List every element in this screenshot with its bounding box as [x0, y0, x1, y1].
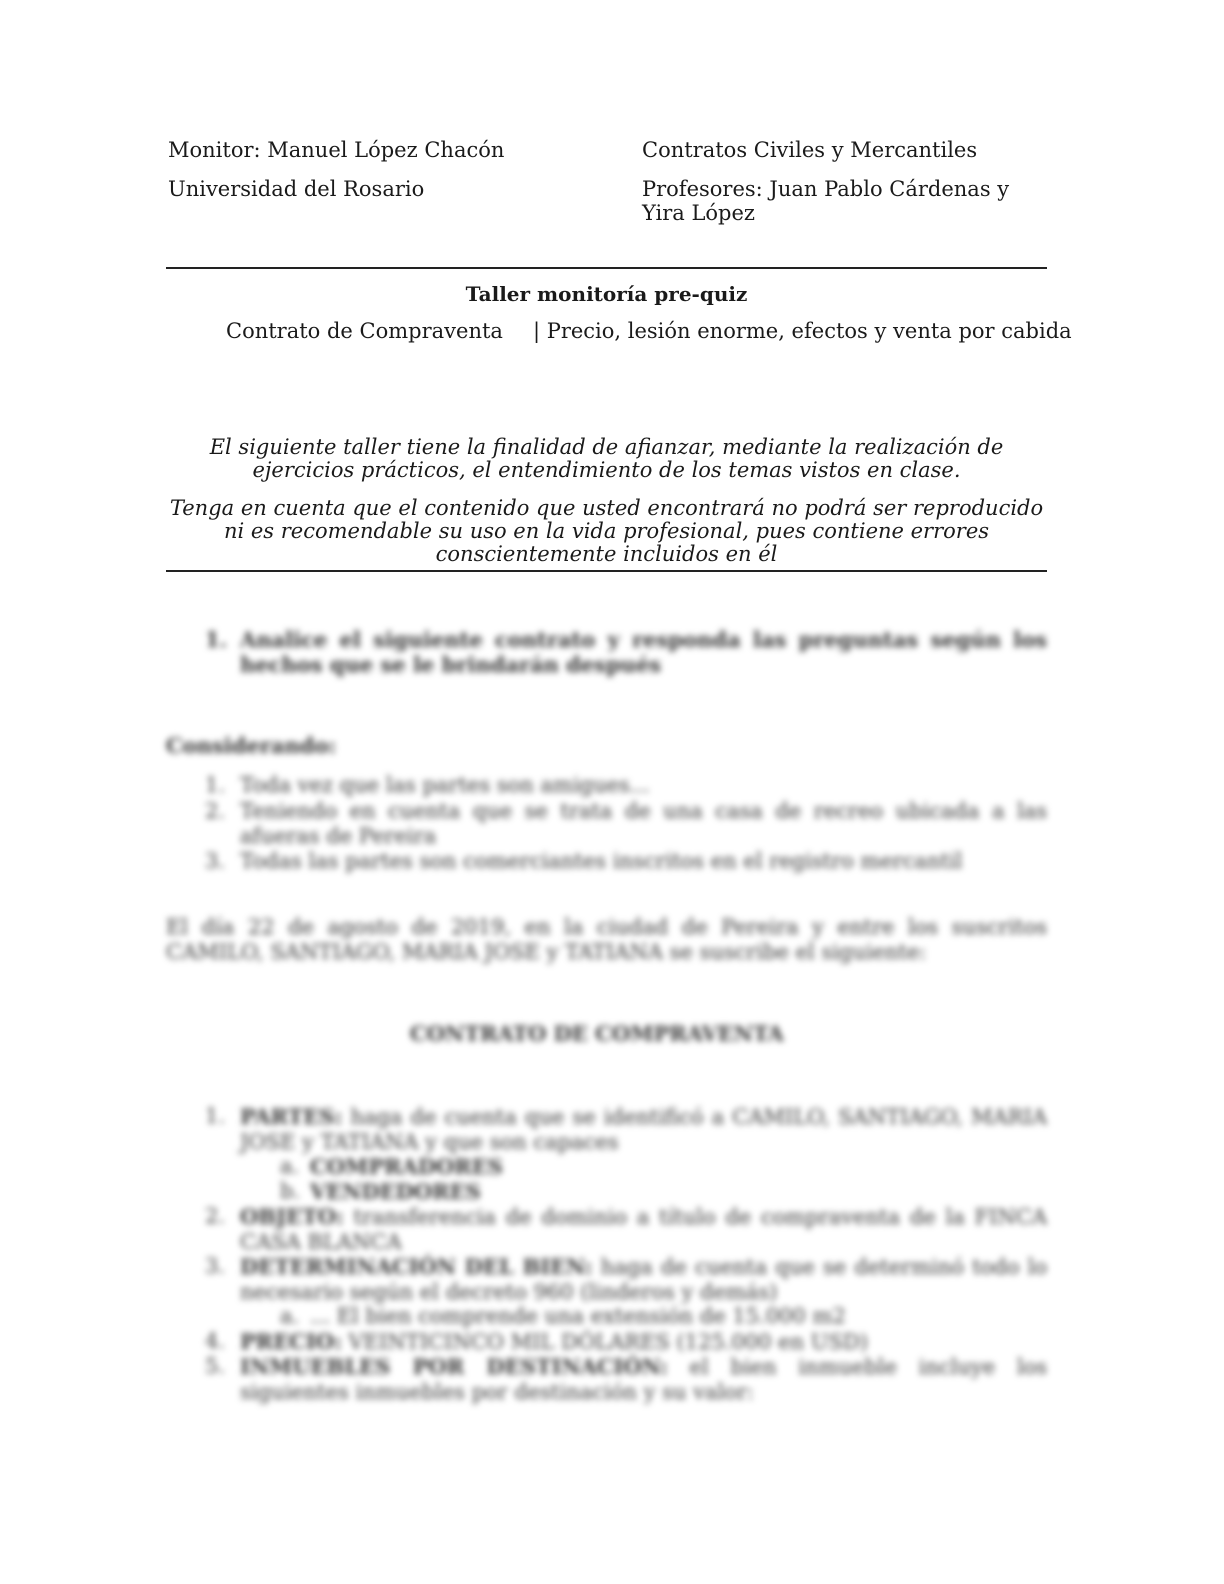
- considerando-number: 2.: [205, 799, 226, 823]
- considerando-item: Toda vez que las partes son amigues...: [240, 773, 650, 797]
- course-name: Contratos Civiles y Mercantiles: [642, 138, 978, 162]
- clause-number: 1.: [205, 1104, 226, 1128]
- document-title: Taller monitoría pre-quiz: [465, 282, 748, 306]
- clause-item: [240, 1354, 1047, 1405]
- sub-letter: b.: [280, 1179, 301, 1203]
- clause-number: 5.: [205, 1354, 226, 1378]
- clause-number: 4.: [205, 1329, 226, 1353]
- clause-label: PARTES:: [240, 1104, 343, 1129]
- clause-item: [240, 1104, 1047, 1155]
- clause-label: INMUEBLES POR DESTINACIÓN:: [240, 1354, 668, 1379]
- sub-letter: a.: [280, 1154, 300, 1178]
- header-left: [168, 138, 598, 216]
- intro-paragraph-2: Tenga en cuenta que el contenido que usted encontrará no podrá ser reproducido ni es recomendable su uso en la vida profesional, pues contiene errores conscientemente incluidos en él: [169, 496, 1044, 566]
- clause-item: [240, 1254, 1047, 1305]
- considerando-label: Considerando:: [166, 733, 337, 758]
- clause-text: haga de cuenta que se identificó a CAMILO, SANTIAGO, MARIA JOSE y TATIANA y que son capaces: [240, 1105, 1047, 1154]
- clause-label: PRECIO:: [240, 1329, 342, 1354]
- clause-label: OBJETO:: [240, 1204, 344, 1229]
- clause-number: 2.: [205, 1204, 226, 1228]
- sub-item: VENDEDORES: [310, 1179, 481, 1204]
- clause-item: [240, 1329, 1047, 1355]
- clause-text: el bien inmueble incluye los siguientes inmuebles por destinación y su valor:: [240, 1355, 1047, 1404]
- clause-text: transferencia de dominio a título de compraventa de la FINCA CASA BLANCA: [240, 1205, 1047, 1254]
- sub-item: COMPRADORES: [310, 1154, 503, 1179]
- clause-number: 3.: [205, 1254, 226, 1278]
- clause-label: DETERMINACIÓN DEL BIEN:: [240, 1254, 593, 1279]
- university-name: Universidad del Rosario: [168, 177, 425, 201]
- intro-divider: [166, 570, 1047, 572]
- top-divider: [166, 267, 1047, 269]
- header-right: [642, 138, 1042, 240]
- subtitle-subtopics: | Precio, lesión enorme, efectos y venta por cabida: [532, 319, 1072, 343]
- considerando-number: 3.: [205, 849, 226, 873]
- subtitle-topic: Contrato de Compraventa: [226, 319, 503, 343]
- professors-line: Profesores: Juan Pablo Cárdenas y Yira López: [642, 177, 1010, 225]
- sub-letter: a.: [280, 1304, 300, 1328]
- question-number: 1.: [205, 627, 227, 652]
- clause-text: VEINTICINCO MIL DÓLARES (125.000 en USD): [341, 1330, 868, 1354]
- clause-item: [240, 1204, 1047, 1255]
- question-text: Analice el siguiente contrato y responda las preguntas según los hechos que se le brindarán después: [240, 627, 1047, 677]
- considerando-item: Teniendo en cuenta que se trata de una casa de recreo ubicada a las afueras de Pereira: [240, 799, 1047, 848]
- considerando-number: 1.: [205, 773, 226, 797]
- monitor-name: Monitor: Manuel López Chacón: [168, 138, 505, 162]
- intro-paragraph-1: El siguiente taller tiene la finalidad de afianzar, mediante la realización de ejercicios prácticos, el entendimiento de los temas vistos en clase.: [209, 435, 1004, 482]
- sub-item: ... El bien comprende una extensión de 15.000 m2: [310, 1304, 846, 1328]
- intro-contract-paragraph: El día 22 de agosto de 2019, en la ciudad de Pereira y entre los suscritos CAMILO, SANTIAGO, MARIA JOSE y TATIANA se suscribe el siguiente:: [166, 915, 1047, 964]
- document-subtitle: [226, 318, 1072, 344]
- considerando-item: Todas las partes son comerciantes inscritos en el registro mercantil: [240, 849, 963, 873]
- clause-text: haga de cuenta que se determinó todo lo necesario según el decreto 960 (linderos y demás): [240, 1255, 1047, 1304]
- contract-title: CONTRATO DE COMPRAVENTA: [410, 1021, 784, 1046]
